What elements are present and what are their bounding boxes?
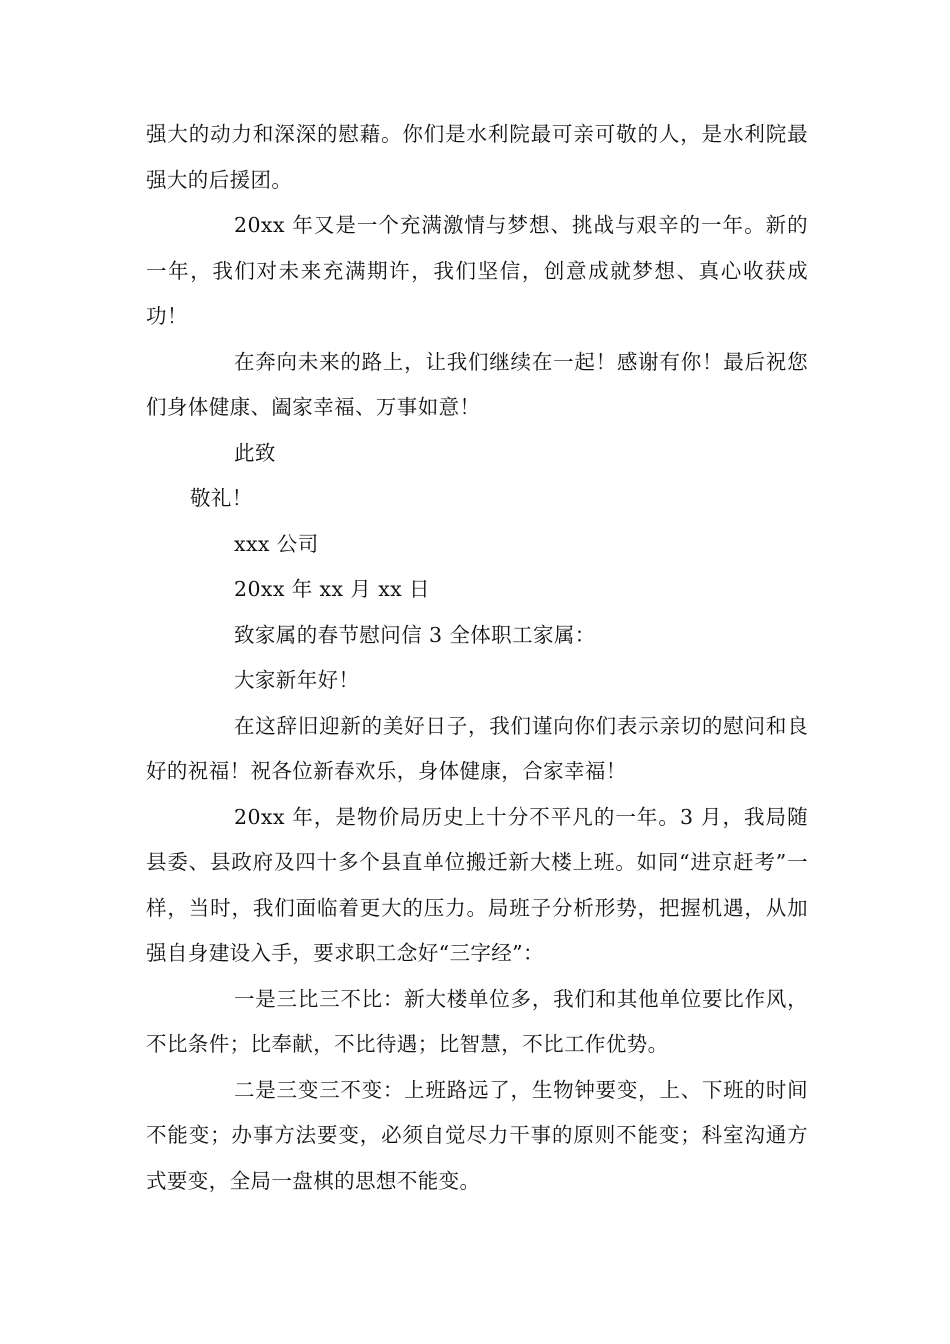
- paragraph-regards: 在这辞旧迎新的美好日子，我们谨向你们表示亲切的慰问和良好的祝福！祝各位新春欢乐，身体健康，合家幸福！: [146, 713, 808, 783]
- document-body: [146, 112, 808, 1204]
- closing-cizhi: 此致: [234, 440, 276, 465]
- letter-title: 致家属的春节慰问信 3 全体职工家属：: [234, 622, 596, 647]
- paragraph-history: 20xx 年，是物价局历史上十分不平凡的一年。3 月，我局随县委、县政府及四十多个县直单位搬迁新大楼上班。如同“进京赶考”一样，当时，我们面临着更大的压力。局班子分析形势，把握机遇，从加强自身建设入手，要求职工念好“三字经”：: [146, 804, 808, 965]
- signature-date: 20xx 年 xx 月 xx 日: [234, 577, 430, 601]
- closing-jingli: 敬礼！: [190, 486, 253, 510]
- greeting: 大家新年好！: [234, 668, 360, 692]
- paragraph-blessing: 在奔向未来的路上，让我们继续在一起！感谢有你！最后祝您们身体健康、阖家幸福、万事如意！: [146, 349, 808, 419]
- paragraph-new-year: 20xx 年又是一个充满激情与梦想、挑战与艰辛的一年。新的一年，我们对未来充满期许，我们坚信，创意成就梦想、真心收获成功！: [146, 213, 808, 328]
- signature-company: xxx 公司: [234, 531, 319, 556]
- paragraph-three-compare: 一是三比三不比：新大楼单位多，我们和其他单位要比作风，不比条件；比奉献，不比待遇；比智慧，不比工作优势。: [146, 986, 808, 1056]
- paragraph-three-change: 二是三变三不变：上班路远了，生物钟要变，上、下班的时间不能变；办事方法要变，必须自觉尽力干事的原则不能变；科室沟通方式要变，全局一盘棋的思想不能变。: [146, 1077, 808, 1193]
- paragraph-continuation: 强大的动力和深深的慰藉。你们是水利院最可亲可敬的人，是水利院最强大的后援团。: [146, 122, 808, 192]
